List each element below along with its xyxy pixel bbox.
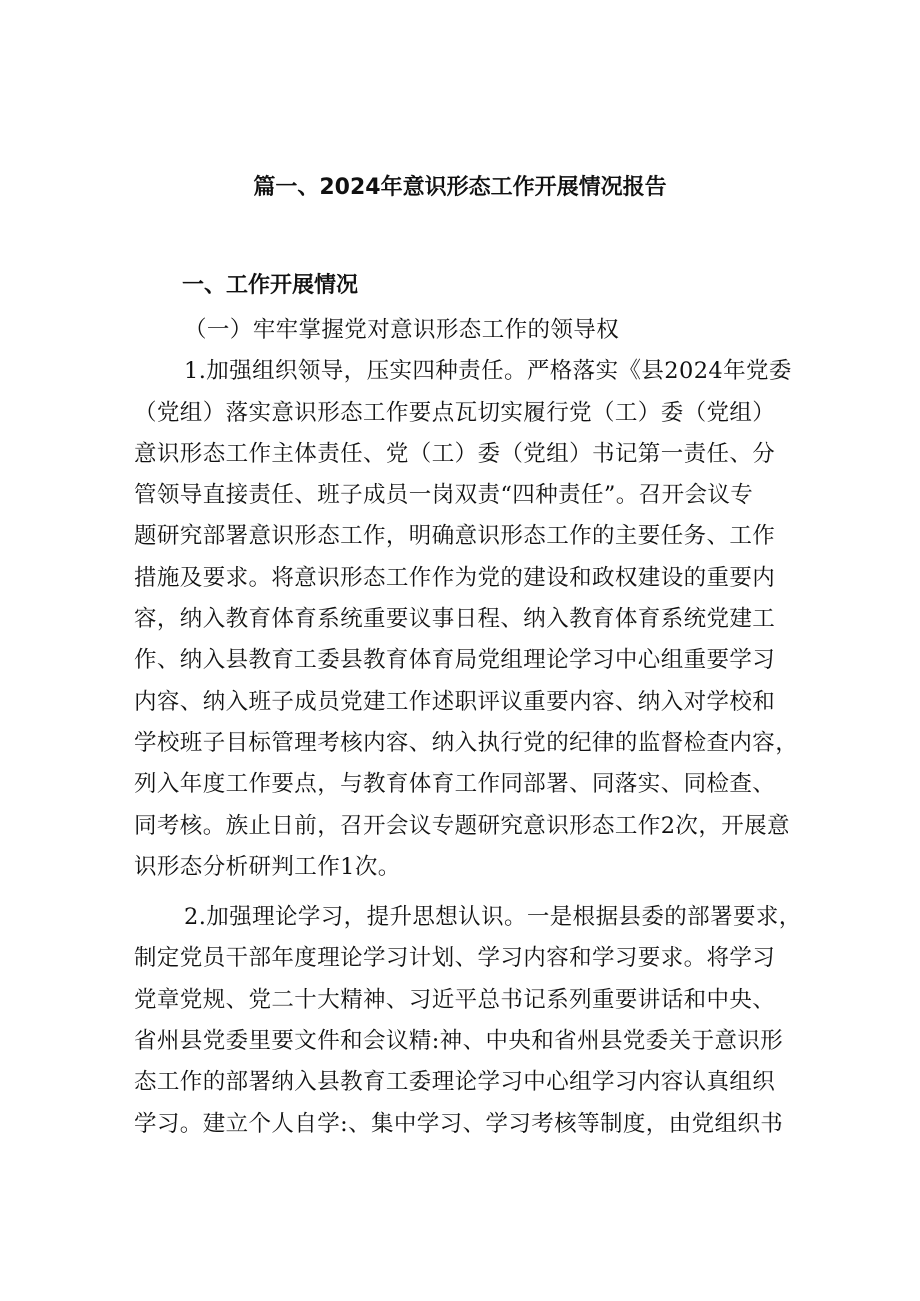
paragraph-line: 意识形态工作主体责任、党（工）委（党组）书记第一责任、分 — [134, 440, 776, 467]
paragraph-line: 措施及要求。将意识形态工作作为党的建设和政权建设的重要内 — [134, 564, 776, 591]
paragraph-line: 识形态分析研判工作1次。 — [134, 853, 401, 880]
paragraph-line: 1.加强组织领导，压实四种责任。严格落实《县2024年党委 — [184, 358, 792, 385]
document-body — [134, 310, 802, 1145]
document-title: 篇一、2024年意识形态工作开展情况报告 — [253, 175, 667, 200]
paragraph-line: 内容、纳入班子成员党建工作述职评议重要内容、纳入对学校和 — [134, 688, 776, 715]
paragraph-line: 学校班子目标管理考核内容、纳入执行党的纪律的监督检查内容， — [134, 729, 799, 756]
paragraph-2 — [134, 897, 802, 1145]
paragraph-line: 学习。建立个人自学:、集中学习、学习考核等制度，由党组织书 — [134, 1110, 784, 1137]
paragraph-gap — [134, 888, 794, 897]
paragraph-line: 制定党员干部年度理论学习计划、学习内容和学习要求。将学习 — [134, 945, 776, 972]
paragraph-line: 管领导直接责任、班子成员一岗双责“四种责任”。召开会议专 — [134, 482, 754, 509]
paragraph-1 — [134, 351, 799, 888]
paragraph-line: （党组）落实意识形态工作要点瓦切实履行党（工）委（党组） — [134, 399, 776, 426]
paragraph-line: 容，纳入教育体育系统重要议事日程、纳入教育体育系统党建工 — [134, 606, 776, 633]
paragraph-line: 题研究部署意识形态工作，明确意识形态工作的主要任务、工作 — [134, 523, 776, 550]
subsection-heading: （一）牢牢掌握党对意识形态工作的领导权 — [184, 317, 620, 343]
paragraph-line: 同考核。族止日前，召开会议专题研究意识形态工作2次，开展意 — [134, 812, 790, 839]
paragraph-line: 态工作的部署纳入县教育工委理论学习中心组学习内容认真组织 — [134, 1069, 776, 1096]
paragraph-line: 列入年度工作要点，与教育体育工作同部署、同落实、同检查、 — [134, 771, 776, 798]
paragraph-line: 2.加强理论学习，提升思想认识。一是根据县委的部署要求， — [184, 904, 802, 931]
paragraph-line: 作、纳入县教育工委县教育体育局党组理论学习中心组重要学习 — [134, 647, 776, 674]
paragraph-line: 党章党规、党二十大精神、习近平总书记系列重要讲话和中央、 — [134, 986, 776, 1013]
paragraph-line: 省州县党委里要文件和会议精:神、中央和省州县党委关于意识形 — [134, 1028, 784, 1055]
section-heading: 一、工作开展情况 — [182, 273, 359, 298]
